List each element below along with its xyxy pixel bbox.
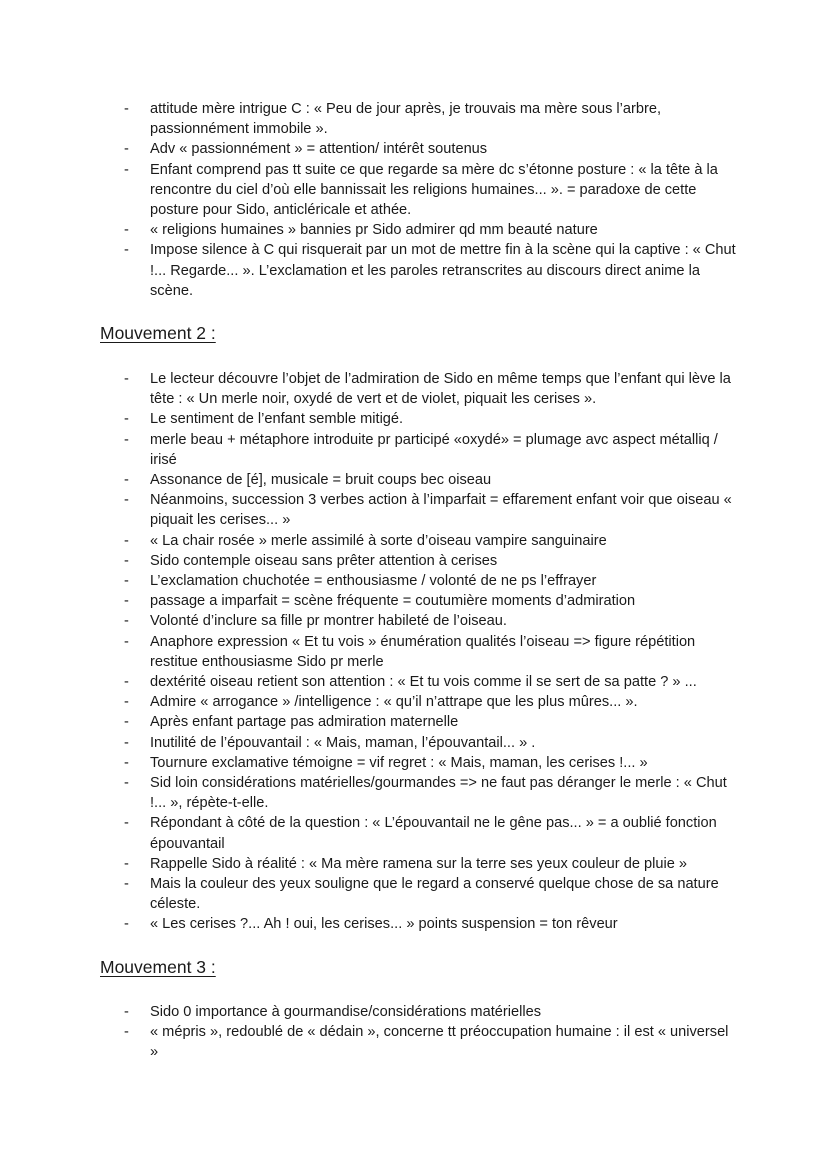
list-item [0,591,828,611]
list-item [0,1002,828,1022]
list-item [0,99,828,139]
bullet-dash: - [124,573,129,590]
list-item-text: Impose silence à C qui risquerait par un mot de mettre fin à la scène qui la captive : « Chut !... Regarde... ». L’exclamation et les paroles retranscrites au discours direct anime la scène. [150,242,736,299]
list-item-text: « mépris », redoublé de « dédain », concerne tt préoccupation humaine : il est « universel » [150,1024,729,1061]
bullet-dash: - [124,1004,129,1020]
list-item [0,914,828,934]
list-item-text: « religions humaines » bannies pr Sido admirer qd mm beauté nature [150,222,598,239]
bullet-dash: - [124,371,129,387]
bullet-dash: - [124,815,129,832]
bullet-dash: - [124,492,129,509]
bullet-dash: - [124,161,129,178]
list-item [0,692,828,712]
list-item-text: Répondant à côté de la question : « L’épouvantail ne le gêne pas... » = a oublié fonction épouvantail [150,815,717,852]
bullet-dash: - [124,242,129,259]
list-item-text: passage a imparfait = scène fréquente = coutumière moments d’admiration [150,593,636,610]
list-item [0,160,828,221]
list-item [0,733,828,753]
list-item-text: dextérité oiseau retient son attention : « Et tu vois comme il se sert de sa patte ? » ... [150,674,697,691]
list-item [0,874,828,914]
list-item-text: Après enfant partage pas admiration maternelle [150,714,459,731]
list-item-text: merle beau + métaphore introduite pr participé «oxydé» = plumage avc aspect métalliq / irisé [150,431,718,468]
section-3-list [0,1002,828,1063]
list-item-text: Rappelle Sido à réalité : « Ma mère ramena sur la terre ses yeux couleur de pluie » [150,855,688,872]
list-item [0,854,828,874]
list-item [0,531,828,551]
list-item-text: Adv « passionnément » = attention/ intérêt soutenus [150,141,488,158]
list-item-text: « Les cerises ?... Ah ! oui, les cerises... » points suspension = ton rêveur [150,916,618,933]
list-item [0,470,828,490]
bullet-dash: - [124,1024,129,1041]
list-item-text: attitude mère intrigue C : « Peu de jour après, je trouvais ma mère sous l’arbre, passionnément immobile ». [150,101,662,138]
list-item [0,813,828,853]
list-item-text: Sido 0 importance à gourmandise/considérations matérielles [150,1004,541,1020]
list-item-text: Sid loin considérations matérielles/gourmandes => ne faut pas déranger le merle : « Chut !... », répète-t-elle. [150,775,727,812]
list-item [0,139,828,159]
list-item-text: Admire « arrogance » /intelligence : « qu’il n’attrape que les plus mûres... ». [150,694,638,711]
section-2-list [0,369,828,935]
bullet-dash: - [124,101,129,117]
list-item-text: Le sentiment de l’enfant semble mitigé. [150,411,404,428]
list-item [0,220,828,240]
bullet-dash: - [124,532,129,549]
bullet-dash: - [124,472,129,489]
heading-mouvement-2: Mouvement 2 : [100,323,216,343]
list-item-text: Assonance de [é], musicale = bruit coups bec oiseau [150,472,492,489]
list-item-text: « La chair rosée » merle assimilé à sorte d’oiseau vampire sanguinaire [150,532,607,549]
list-item-text: Inutilité de l’épouvantail : « Mais, maman, l’épouvantail... » . [150,734,536,751]
bullet-dash: - [124,222,129,239]
bullet-dash: - [124,876,129,893]
list-item [0,672,828,692]
bullet-dash: - [124,754,129,771]
list-item-text: Tournure exclamative témoigne = vif regret : « Mais, maman, les cerises !... » [150,754,648,771]
list-item [0,1022,828,1062]
bullet-dash: - [124,775,129,792]
list-item [0,773,828,813]
bullet-dash: - [124,431,129,448]
list-item [0,369,828,409]
bullet-dash: - [124,714,129,731]
bullet-dash: - [124,593,129,610]
list-item-text: Anaphore expression « Et tu vois » énumération qualités l’oiseau => figure répétition restitue enthousiasme Sido pr merle [150,633,696,670]
bullet-dash: - [124,411,129,428]
list-item-text: Enfant comprend pas tt suite ce que regarde sa mère dc s’étonne posture : « la tête à la rencontre du ciel d’où elle bannissait les religions humaines... ». = paradoxe de cette posture pour Sido, anticléricale et athée. [150,161,718,219]
list-item-text: Sido contemple oiseau sans prêter attention à cerises [150,552,498,569]
bullet-dash: - [124,613,129,630]
bullet-dash: - [124,694,129,711]
list-item [0,632,828,672]
heading-mouvement-3: Mouvement 3 : [100,957,216,977]
bullet-dash: - [124,633,129,650]
section-1-list [0,99,828,301]
list-item [0,753,828,773]
list-item-text: Volonté d’inclure sa fille pr montrer habileté de l’oiseau. [150,613,507,630]
list-item [0,430,828,470]
list-item [0,571,828,591]
list-item [0,490,828,530]
bullet-dash: - [124,734,129,751]
bullet-dash: - [124,141,129,158]
list-item [0,240,828,301]
list-item-text: Le lecteur découvre l’objet de l’admiration de Sido en même temps que l’enfant qui lève la tête : « Un merle noir, oxydé de vert et de violet, piquait les cerises ». [150,371,731,408]
list-item-text: Néanmoins, succession 3 verbes action à l’imparfait = effarement enfant voir que oiseau « piquait les cerises... » [150,492,732,529]
list-item-text: L’exclamation chuchotée = enthousiasme / volonté de ne ps l’effrayer [150,573,597,590]
bullet-dash: - [124,552,129,569]
list-item [0,712,828,732]
list-item [0,611,828,631]
list-item [0,551,828,571]
bullet-dash: - [124,674,129,691]
bullet-dash: - [124,855,129,872]
list-item [0,409,828,429]
bullet-dash: - [124,916,129,933]
list-item-text: Mais la couleur des yeux souligne que le regard a conservé quelque chose de sa nature céleste. [150,876,719,913]
